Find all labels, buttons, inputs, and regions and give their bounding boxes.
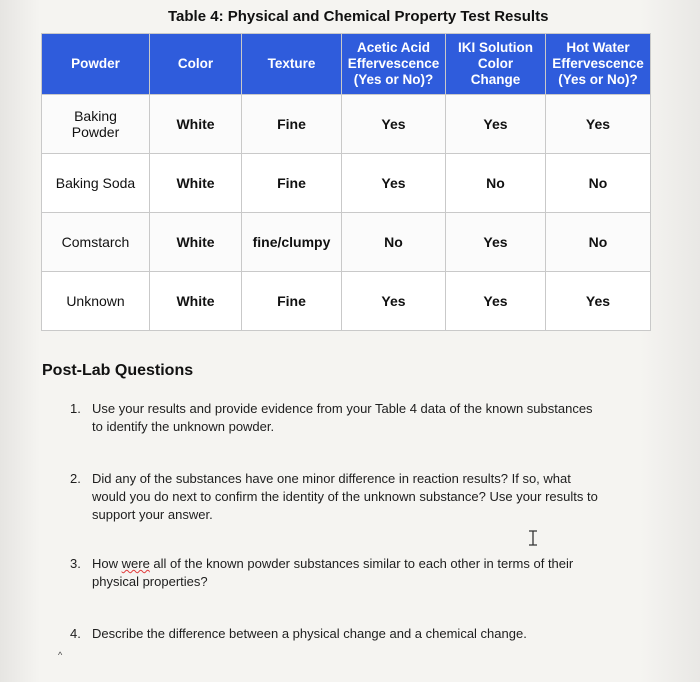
table-title: Table 4: Physical and Chemical Property Test Results — [168, 8, 549, 25]
question-4 — [70, 625, 647, 643]
powder-name-line: Baking — [74, 108, 117, 124]
header-line: Hot Water — [566, 40, 630, 55]
header-hot-water — [546, 34, 651, 95]
cell-acetic: Yes — [342, 272, 446, 331]
header-line: Texture — [267, 56, 316, 71]
question-line: would you do next to confirm the identity of the unknown substance? Use your results to — [92, 489, 598, 504]
cell-hot: No — [546, 154, 651, 213]
post-lab-title: Post-Lab Questions — [42, 362, 194, 379]
header-line: (Yes or No)? — [558, 72, 638, 87]
cell-iki: No — [446, 154, 546, 213]
header-line: Color — [177, 56, 214, 71]
cell-hot: No — [546, 213, 651, 272]
header-line: Powder — [71, 56, 120, 71]
header-line: Change — [470, 72, 521, 87]
cell-color: White — [150, 95, 242, 154]
powder-name-line: Powder — [71, 124, 120, 140]
header-iki-solution — [446, 34, 546, 95]
header-line: Color — [477, 56, 514, 71]
question-text — [92, 470, 647, 524]
results-table — [41, 33, 651, 331]
header-line: (Yes or No)? — [353, 72, 434, 87]
question-line: Describe the difference between a physical change and a chemical change. — [92, 626, 527, 641]
question-text — [92, 400, 647, 436]
question-text-rest: all of the known powder substances similar to each other in terms of their — [149, 556, 574, 571]
question-text — [92, 625, 647, 643]
question-number: 2. — [70, 471, 81, 486]
cell-iki: Yes — [446, 272, 546, 331]
cell-powder — [42, 213, 150, 272]
cell-powder — [42, 95, 150, 154]
cell-hot: Yes — [546, 95, 651, 154]
question-number: 3. — [70, 556, 81, 571]
question-line: to identify the unknown powder. — [92, 419, 275, 434]
table-row — [42, 272, 651, 331]
header-line: Acetic Acid — [356, 40, 431, 55]
cell-texture: Fine — [242, 95, 342, 154]
header-powder — [42, 34, 150, 95]
cell-iki: Yes — [446, 95, 546, 154]
question-2 — [70, 470, 647, 524]
header-acetic-acid — [342, 34, 446, 95]
question-3 — [70, 555, 647, 591]
cell-color: White — [150, 154, 242, 213]
header-line: Effervescence — [347, 56, 440, 71]
stray-mark: ^ — [58, 650, 63, 660]
question-line: support your answer. — [92, 507, 213, 522]
header-color — [150, 34, 242, 95]
table-row — [42, 154, 651, 213]
question-number: 4. — [70, 626, 81, 641]
cell-hot: Yes — [546, 272, 651, 331]
header-line: IKI Solution — [458, 40, 533, 55]
spellcheck-word: were — [121, 556, 150, 571]
cell-texture: fine/clumpy — [242, 213, 342, 272]
question-number: 1. — [70, 401, 81, 416]
text-cursor-icon — [527, 530, 539, 546]
question-text-start: How — [92, 556, 122, 571]
powder-name-line: Comstarch — [61, 234, 130, 250]
powder-name-line: Baking Soda — [55, 175, 136, 191]
cell-texture: Fine — [242, 154, 342, 213]
question-line: Use your results and provide evidence from your Table 4 data of the known substances — [92, 401, 593, 416]
cell-color: White — [150, 272, 242, 331]
question-1 — [70, 400, 647, 436]
table-header-row — [42, 34, 651, 95]
cell-acetic: Yes — [342, 154, 446, 213]
cell-texture: Fine — [242, 272, 342, 331]
cell-acetic: Yes — [342, 95, 446, 154]
question-text — [92, 555, 647, 591]
cell-iki: Yes — [446, 213, 546, 272]
cell-color: White — [150, 213, 242, 272]
question-line: Did any of the substances have one minor difference in reaction results? If so, what — [92, 471, 571, 486]
cell-powder — [42, 154, 150, 213]
table-row — [42, 213, 651, 272]
header-texture — [242, 34, 342, 95]
table-row — [42, 95, 651, 154]
powder-name-line: Unknown — [66, 293, 125, 309]
question-line: physical properties? — [92, 574, 208, 589]
cell-powder — [42, 272, 150, 331]
header-line: Effervescence — [552, 56, 644, 71]
cell-acetic: No — [342, 213, 446, 272]
